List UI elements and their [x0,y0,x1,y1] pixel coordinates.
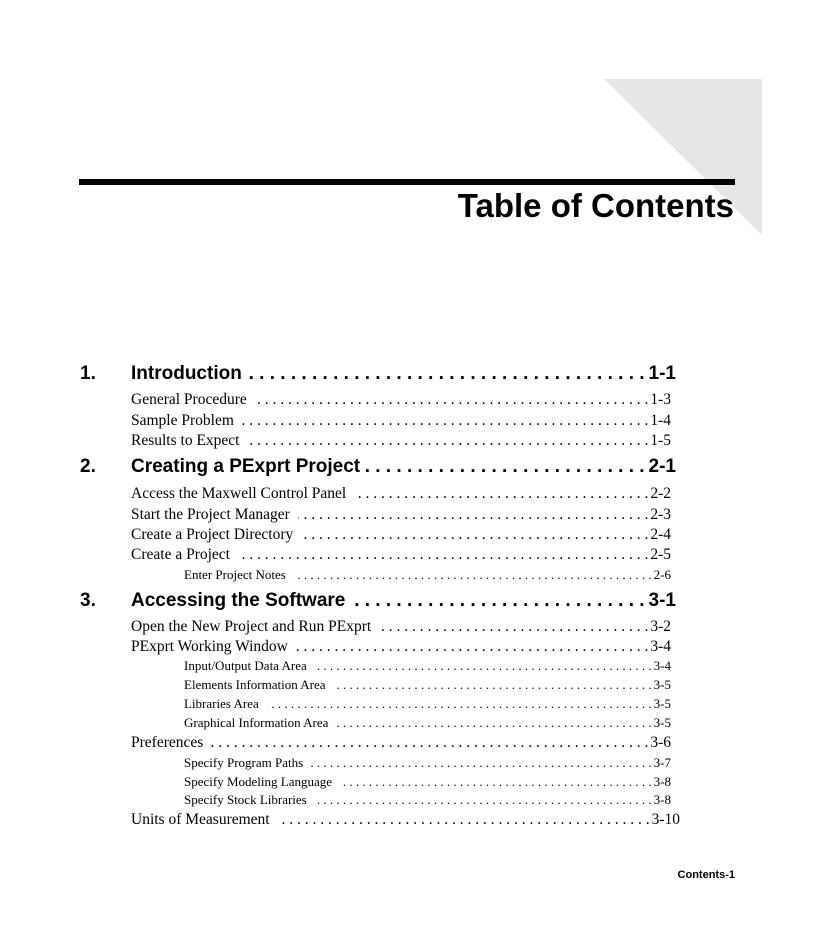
toc-chapter[interactable] [131,590,676,612]
entry-title: Graphical Information Area [184,715,329,730]
toc-subentry[interactable] [184,677,671,693]
entry-page: 1-3 [650,391,671,408]
entry-title: Results to Expect [131,432,240,449]
page-footer: Contents-1 [677,869,735,881]
entry-page: 3-7 [653,755,671,770]
toc-entry[interactable] [131,432,671,450]
dot-leader [351,590,644,612]
entry-title: Create a Project [131,546,230,563]
dot-leader [315,658,652,674]
entry-page: 3-5 [653,715,671,730]
dot-leader [336,715,651,731]
entry-title: Elements Information Area [184,677,326,692]
dot-leader [255,391,649,409]
toc-chapter[interactable] [131,456,676,478]
entry-page: 1-4 [650,412,671,429]
entry-title: General Procedure [131,391,247,408]
dot-leader [340,774,652,790]
entry-title: Start the Project Manager [131,506,290,523]
toc-chapter[interactable] [131,363,676,385]
chapter-page: 3-1 [648,590,676,611]
dot-leader [242,412,648,430]
entry-page: 3-4 [650,638,671,655]
chapter-page: 1-1 [648,363,676,384]
dot-leader [238,546,648,564]
chapter-title: Creating a PExprt Project [131,456,361,477]
dot-leader [311,755,652,771]
chapter-title: Accessing the Software [131,590,346,611]
entry-title: Libraries Area [184,696,259,711]
dot-leader [248,363,645,385]
toc-entry[interactable] [131,506,671,524]
dot-leader [296,638,648,656]
chapter-page: 2-1 [648,456,676,477]
entry-page: 3-10 [651,811,680,828]
toc-entry[interactable] [131,546,671,564]
dot-leader [294,567,652,583]
entry-page: 2-3 [650,506,671,523]
dot-leader [366,456,644,478]
entry-title: Preferences [131,734,204,751]
entry-page: 2-4 [650,526,671,543]
page-title: Table of Contents [457,187,734,224]
entry-page: 3-6 [650,734,671,751]
entry-page: 1-5 [650,432,671,449]
toc-entry[interactable] [131,811,680,829]
entry-page: 2-6 [653,567,671,582]
entry-title: Enter Project Notes [184,567,286,582]
toc-subentry[interactable] [184,696,671,712]
dot-leader [211,734,648,752]
entry-page: 3-5 [653,677,671,692]
dot-leader [267,696,652,712]
entry-title: Specify Program Paths [184,755,304,770]
toc-entry[interactable] [131,638,671,656]
dot-leader [354,485,648,503]
dot-leader [301,526,648,544]
toc-subentry[interactable] [184,715,671,731]
chapter-number: 2. [80,456,96,477]
toc-entry[interactable] [131,391,671,409]
chapter-number: 3. [80,590,96,611]
entry-title: Input/Output Data Area [184,658,307,673]
entry-title: Units of Measurement [131,811,270,828]
dot-leader [379,618,648,636]
entry-page: 2-5 [650,546,671,563]
entry-page: 3-8 [653,774,671,789]
chapter-title: Introduction [131,363,242,384]
toc-entry[interactable] [131,526,671,544]
entry-page: 3-5 [653,696,671,711]
entry-title: Open the New Project and Run PExprt [131,618,372,635]
entry-title: PExprt Working Window [131,638,288,655]
dot-leader [278,811,650,829]
entry-title: Specify Stock Libraries [184,792,307,807]
entry-title: Access the Maxwell Control Panel [131,485,347,502]
toc-entry[interactable] [131,618,671,636]
entry-page: 3-8 [653,792,671,807]
dot-leader [298,506,649,524]
toc-entry[interactable] [131,412,671,430]
toc-entry[interactable] [131,485,671,503]
entry-title: Specify Modeling Language [184,774,333,789]
dot-leader [334,677,652,693]
toc-subentry[interactable] [184,658,671,674]
toc-subentry[interactable] [184,755,671,771]
entry-page: 3-4 [653,658,671,673]
toc-subentry[interactable] [184,792,671,808]
toc-entry[interactable] [131,734,671,752]
entry-title: Create a Project Directory [131,526,294,543]
entry-title: Sample Problem [131,412,234,429]
toc-subentry[interactable] [184,774,671,790]
dot-leader [315,792,652,808]
dot-leader [248,432,649,450]
chapter-number: 1. [80,363,96,384]
entry-page: 2-2 [650,485,671,502]
toc-subentry[interactable] [184,567,671,583]
entry-page: 3-2 [650,618,671,635]
